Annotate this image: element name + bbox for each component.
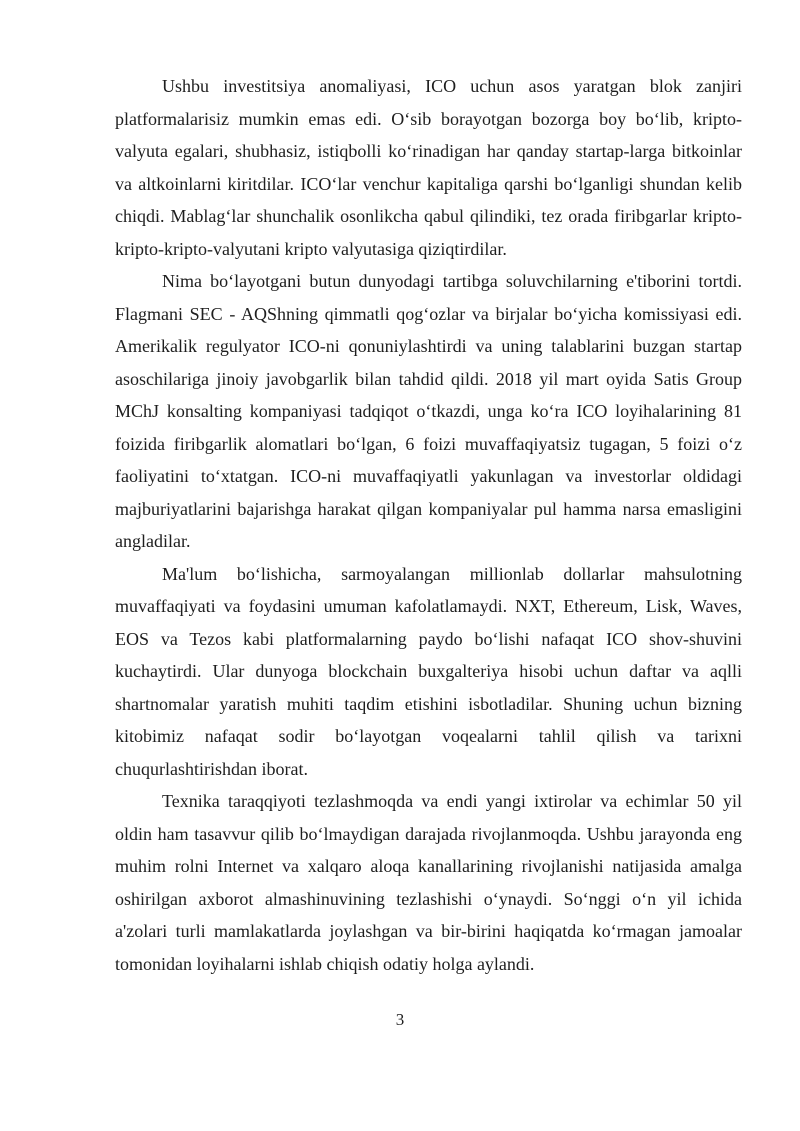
page-number: 3 [395, 1010, 405, 1029]
page-body [115, 70, 742, 980]
paragraph-platforms-emergence: Ma'lum bo‘lishicha, sarmoyalangan millionlab dollarlar mahsulotning muvaffaqiyati va foydasini umuman kafolatlamaydi. NXT, Ethereum, Lisk, Waves, EOS va Tezos kabi platformalarning paydo bo‘lishi nafaqat ICO shov-shuvini kuchaytirdi. Ular dunyoga blockchain buxgalteriya hisobi uchun daftar va aqlli shartnomalar yaratish muhiti taqdim etishini isbotladilar. Shuning uchun bizning kitobimiz nafaqat sodir bo‘layotgan voqealarni tahlil qilish va tarixni chuqurlashtirishdan iborat. [115, 563, 742, 779]
paragraph-regulators: Nima bo‘layotgani butun dunyodagi tartibga soluvchilarning e'tiborini tortdi. Flagmani SEC - AQShning qimmatli qog‘ozlar va birjalar bo‘yicha komissiyasi edi. Amerikalik regulyator ICO-ni qonuniylashtirdi va uning talablarini buzgan startap asoschilariga jinoiy javobgarlik bilan tahdid qildi. 2018 yil mart oyida Satis Group MChJ konsalting kompaniyasi tadqiqot o‘tkazdi, unga ko‘ra ICO loyihalarining 81 foizida firibgarlik alomatlari bo‘lgan, 6 foizi muvaffaqiyatsiz tugagan, 5 foizi o‘z faoliyatini to‘xtatgan. ICO-ni muvaffaqiyatli yakunlagan va investorlar oldidagi majburiyatlarini bajarishga harakat qilgan kompaniyalar pul hamma narsa emasligini angladilar. [115, 271, 742, 551]
paragraph-ico-platforms: Ushbu investitsiya anomaliyasi, ICO uchun asos yaratgan blok zanjiri platformalarisiz mumkin emas edi. O‘sib borayotgan bozorga boy bo‘lib, kripto-valyuta egalari, shubhasiz, istiqbolli ko‘rinadigan har qanday startap-larga bitkoinlar va altkoinlarni kiritdilar. ICO‘lar venchur kapitaliga qarshi bo‘lganligi shundan kelib chiqdi. Mablag‘lar shunchalik osonlikcha qabul qilindiki, tez orada firibgarlar kripto-kripto-kripto-valyutani kripto valyutasiga qiziqtirdilar. [115, 76, 742, 259]
paragraph-technical-progress: Texnika taraqqiyoti tezlashmoqda va endi yangi ixtirolar va echimlar 50 yil oldin ham tasavvur qilib bo‘lmaydigan darajada rivojlanmoqda. Ushbu jarayonda eng muhim rolni Internet va xalqaro aloqa kanallarining rivojlanishi natijasida amalga oshirilgan axborot almashinuvining tezlashishi o‘ynaydi. So‘nggi o‘n yil ichida a'zolari turli mamlakatlarda joylashgan va bir-birini haqiqatda ko‘rmagan jamoalar tomonidan loyihalarni ishlab chiqish odatiy holga aylandi. [115, 791, 742, 974]
